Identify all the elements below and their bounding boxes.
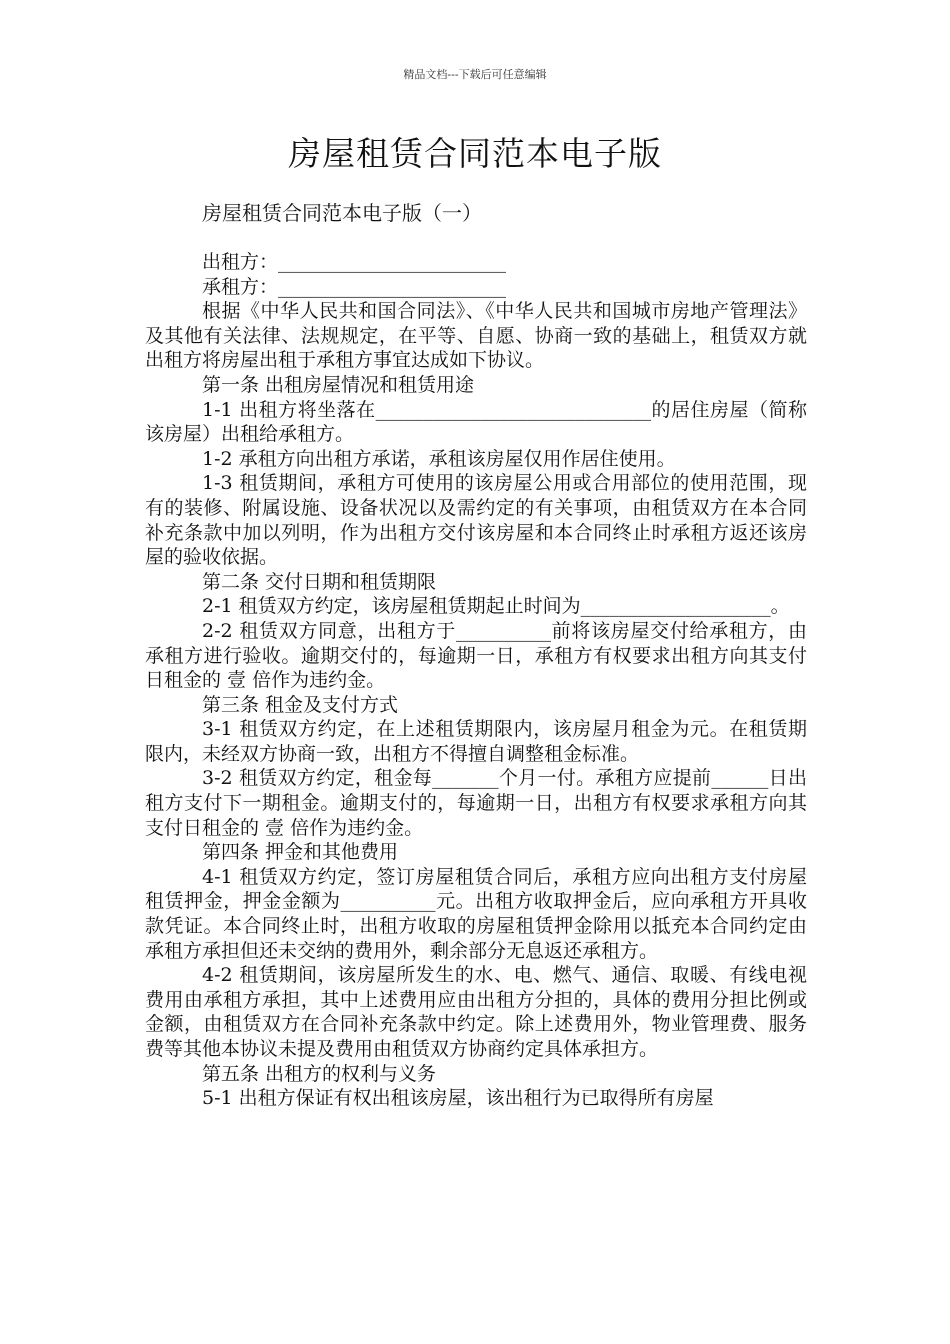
- lessor-line: 出租方：________________________: [202, 251, 507, 273]
- article-5-heading: 第五条 出租方的权利与义务: [202, 1062, 437, 1085]
- article-2-heading: 第二条 交付日期和租赁期限: [202, 570, 437, 593]
- lessee-line: 承租方：________________________: [202, 275, 507, 298]
- preamble-paragraph: 根据《中华人民共和国合同法》、《中华人民共和国城市房地产管理法》及其他有关法律、法规规定，在平等、自愿、协商一致的基础上，租赁双方就出租方将房屋出租于承租方事宜达成如下协议。: [145, 300, 807, 372]
- document-title: 房屋租赁合同范本电子版: [288, 134, 662, 173]
- document-subtitle: 房屋租赁合同范本电子版（一）: [202, 201, 482, 225]
- page-header: 精品文档---下载后可任意编辑: [403, 68, 547, 81]
- clause-1-1: 1-1 出租方将坐落在_____________________________的居住房屋（简称该房屋）出租给承租方。: [145, 398, 807, 446]
- clause-4-2: 4-2 租赁期间，该房屋所发生的水、电、燃气、通信、取暖、有线电视费用由承租方承担，其中上述费用应由出租方分担的，具体的费用分担比例或金额，由租赁双方在合同补充条款中约定。除上述费用外，物业管理费、服务费等其他本协议未提及费用由租赁双方协商约定具体承担方。: [145, 964, 807, 1060]
- clause-4-1: 4-1 租赁双方约定，签订房屋租赁合同后，承租方应向出租方支付房屋租赁押金，押金金额为__________元。出租方收取押金后，应向承租方开具收款凭证。本合同终止时，出租方收取的房屋租赁押金除用以抵充本合同约定由承租方承担但还未交纳的费用外，剩余部分无息返还承租方。: [145, 865, 807, 962]
- document-body: [145, 250, 807, 1111]
- clause-2-2: 2-2 租赁双方同意，出租方于__________前将该房屋交付给承租方，由承租方进行验收。逾期交付的，每逾期一日，承租方有权要求出租方向其支付日租金的 壹 倍作为违约金。: [145, 619, 807, 692]
- article-1-heading: 第一条 出租房屋情况和租赁用途: [202, 373, 475, 396]
- clause-1-2: 1-2 承租方向出租方承诺，承租该房屋仅用作居住使用。: [202, 447, 676, 470]
- clause-2-1: 2-1 租赁双方约定，该房屋租赁期起止时间为____________________。: [202, 595, 790, 618]
- clause-1-3: 1-3 租赁期间，承租方可使用的该房屋公用或合用部位的使用范围，现有的装修、附属设施、设备状况以及需约定的有关事项，由租赁双方在本合同补充条款中加以列明，作为出租方交付该房屋和本合同终止时承租方返还该房屋的验收依据。: [145, 472, 807, 569]
- article-3-heading: 第三条 租金及支付方式: [202, 693, 399, 716]
- clause-3-2: 3-2 租赁双方约定，租金每_______个月一付。承租方应提前______日出租方支付下一期租金。逾期支付的，每逾期一日，出租方有权要求承租方向其支付日租金的 壹 倍作为违约金。: [145, 767, 807, 839]
- article-4-heading: 第四条 押金和其他费用: [202, 841, 399, 864]
- clause-5-1: 5-1 出租方保证有权出租该房屋，该出租行为已取得所有房屋: [202, 1087, 714, 1110]
- clause-3-1: 3-1 租赁双方约定，在上述租赁期限内，该房屋月租金为元。在租赁期限内，未经双方协商一致，出租方不得擅自调整租金标准。: [145, 718, 807, 765]
